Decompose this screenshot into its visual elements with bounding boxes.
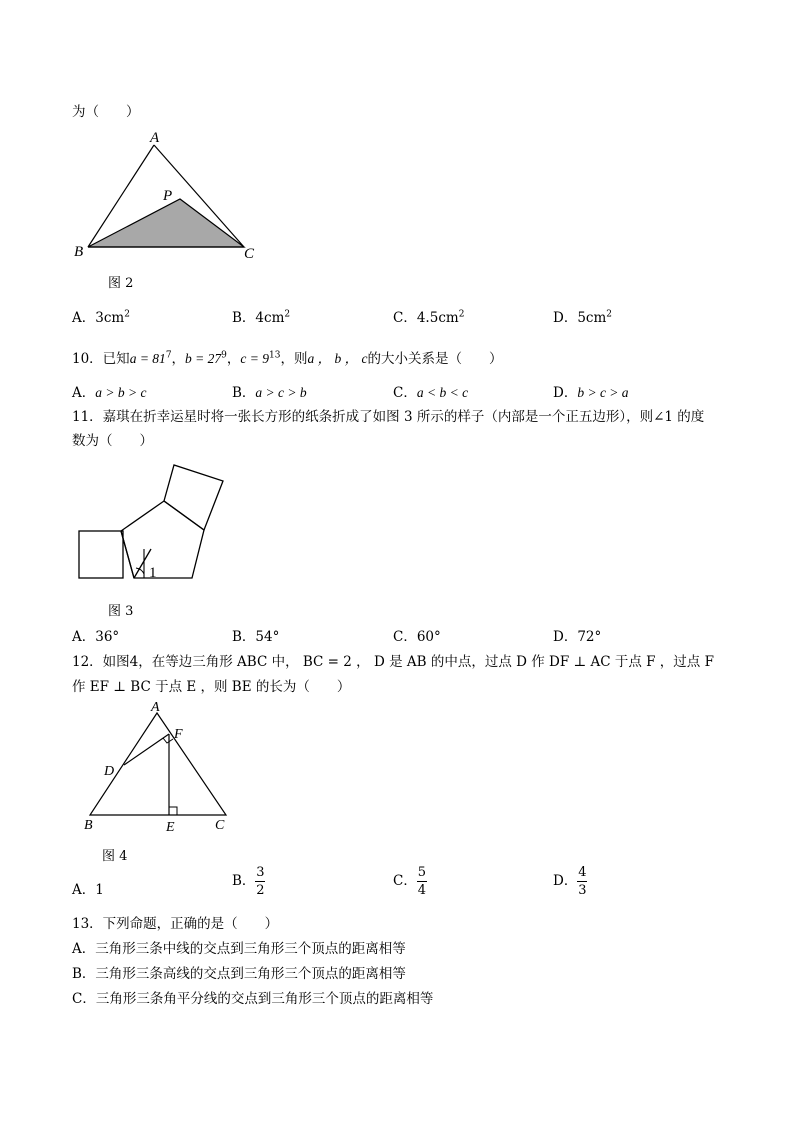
shaded-triangle-bpc [88,199,244,247]
option-value: 54° [255,629,280,645]
figure-2-triangle [70,128,270,268]
figure-4-equilateral-triangle [80,698,240,838]
q10-option-a[interactable] [72,381,146,401]
point-e-label: E [166,820,175,835]
option-fraction [577,866,587,897]
point-f-label: F [174,727,183,742]
option-letter: D． [553,873,578,889]
q12-stem-line2: 作 EF ⊥ BC 于点 E ，则 BE 的长为（ ） [72,679,351,695]
option-letter: D． [553,385,578,401]
q12-stem-line1: 12．如图4，在等边三角形 ABC 中， BC = 2 ， D 是 AB 的中点，过点 D 作 DF ⊥ AC 于点 F ，过点 F [72,654,714,670]
q11-stem-line1: 11．嘉琪在折幸运星时将一张长方形的纸条折成了如图 3 所示的样子（内部是一个正五边形），则∠1 的度 [72,409,705,425]
q10-stem: 10．已知$a = 81^7$，$b = 27^9$，$c = 9^{13}$，则a ， b ， c的大小关系是（ ） [72,350,503,367]
denominator: 3 [578,883,587,898]
q10-option-c[interactable] [393,381,468,401]
angle-1-label: 1 [149,565,157,581]
option-sup: 2 [458,309,465,320]
numerator: 3 [256,865,265,880]
figure-4-caption: 图 4 [102,849,128,864]
option-letter: C． [393,310,417,326]
option-fraction [255,866,265,897]
q10-option-d[interactable] [553,381,629,401]
option-letter: B． [232,629,256,645]
option-value: 72° [577,629,602,645]
figure-2-caption: 图 2 [108,276,134,291]
q10-b: b = 27 [185,351,222,366]
option-letter: A． [72,310,96,326]
q9-option-b[interactable] [232,306,290,326]
q11-option-b[interactable] [232,625,279,645]
point-a-label: A [151,700,160,715]
q13-stem: 13．下列命题，正确的是（ ） [72,916,279,932]
q11-stem-line2: 数为（ ） [72,433,153,449]
q10-c-exp: 13 [269,350,281,361]
point-b-label: B [74,244,84,260]
option-letter: C． [393,873,417,889]
option-value: 36° [95,629,120,645]
q9-option-a[interactable] [72,306,130,326]
point-b-label: B [84,818,93,833]
q10-tail: 的大小关系是（ ） [367,351,503,367]
option-letter: A． [72,385,96,401]
q12-option-a[interactable] [72,878,104,898]
option-value: a > c > b [255,385,307,400]
numerator: 5 [417,865,426,880]
option-value: a > b > c [95,385,147,400]
q10-a-exp: 7 [165,350,172,361]
option-letter: C． [393,385,417,401]
q10-a: a = 81 [129,351,166,366]
figure-3-caption: 图 3 [108,604,134,619]
q11-option-d[interactable] [553,625,601,645]
point-a-label: A [150,130,160,146]
point-d-label: D [104,764,115,779]
q10-option-b[interactable] [232,381,307,401]
q9-option-d[interactable] [553,306,612,326]
option-letter: B． [232,385,256,401]
q13-option-a[interactable]: A．三角形三条中线的交点到三角形三个顶点的距离相等 [72,941,406,957]
q13-option-b[interactable]: B．三角形三条高线的交点到三角形三个顶点的距离相等 [72,966,406,982]
point-p-label: P [163,188,173,204]
q10-c: c = 9 [240,351,270,366]
option-sup: 2 [124,309,130,320]
q9-option-c[interactable] [393,306,464,326]
figure-3-folded-strip [70,458,230,586]
option-letter: A． [72,882,96,898]
option-value: 4cm [255,310,285,326]
q11-option-c[interactable] [393,625,441,645]
option-value: b > c > a [577,385,629,400]
option-letter: D． [553,629,578,645]
q10-vars: a ， b ， c [307,351,368,366]
option-letter: B． [232,310,256,326]
q12-option-b[interactable] [232,866,265,897]
q13-option-c[interactable]: C．三角形三条角平分线的交点到三角形三个顶点的距离相等 [72,991,434,1007]
option-sup: 2 [606,309,613,320]
option-value: 5cm [577,310,607,326]
point-c-label: C [244,246,255,262]
option-letter: B． [232,873,256,889]
option-letter: C． [393,629,417,645]
numerator: 4 [578,865,587,880]
option-fraction [417,866,427,897]
q11-option-a[interactable] [72,625,119,645]
option-value: 60° [416,629,441,645]
option-value: a < b < c [416,385,469,400]
option-value: 4.5cm [416,310,459,326]
q10-b-exp: 9 [221,350,227,361]
option-value: 3cm [95,310,125,326]
q12-option-d[interactable] [553,866,587,897]
denominator: 2 [256,883,265,898]
option-value: 1 [95,882,104,898]
q10-number: 10．已知 [72,351,130,367]
option-letter: A． [72,629,96,645]
q10-mid: ，则 [280,351,308,367]
option-sup: 2 [284,309,291,320]
option-letter: D． [553,310,578,326]
q9-stem-tail: 为（ ） [72,104,140,120]
point-c-label: C [215,818,225,833]
denominator: 4 [417,883,426,898]
q12-option-c[interactable] [393,866,427,897]
